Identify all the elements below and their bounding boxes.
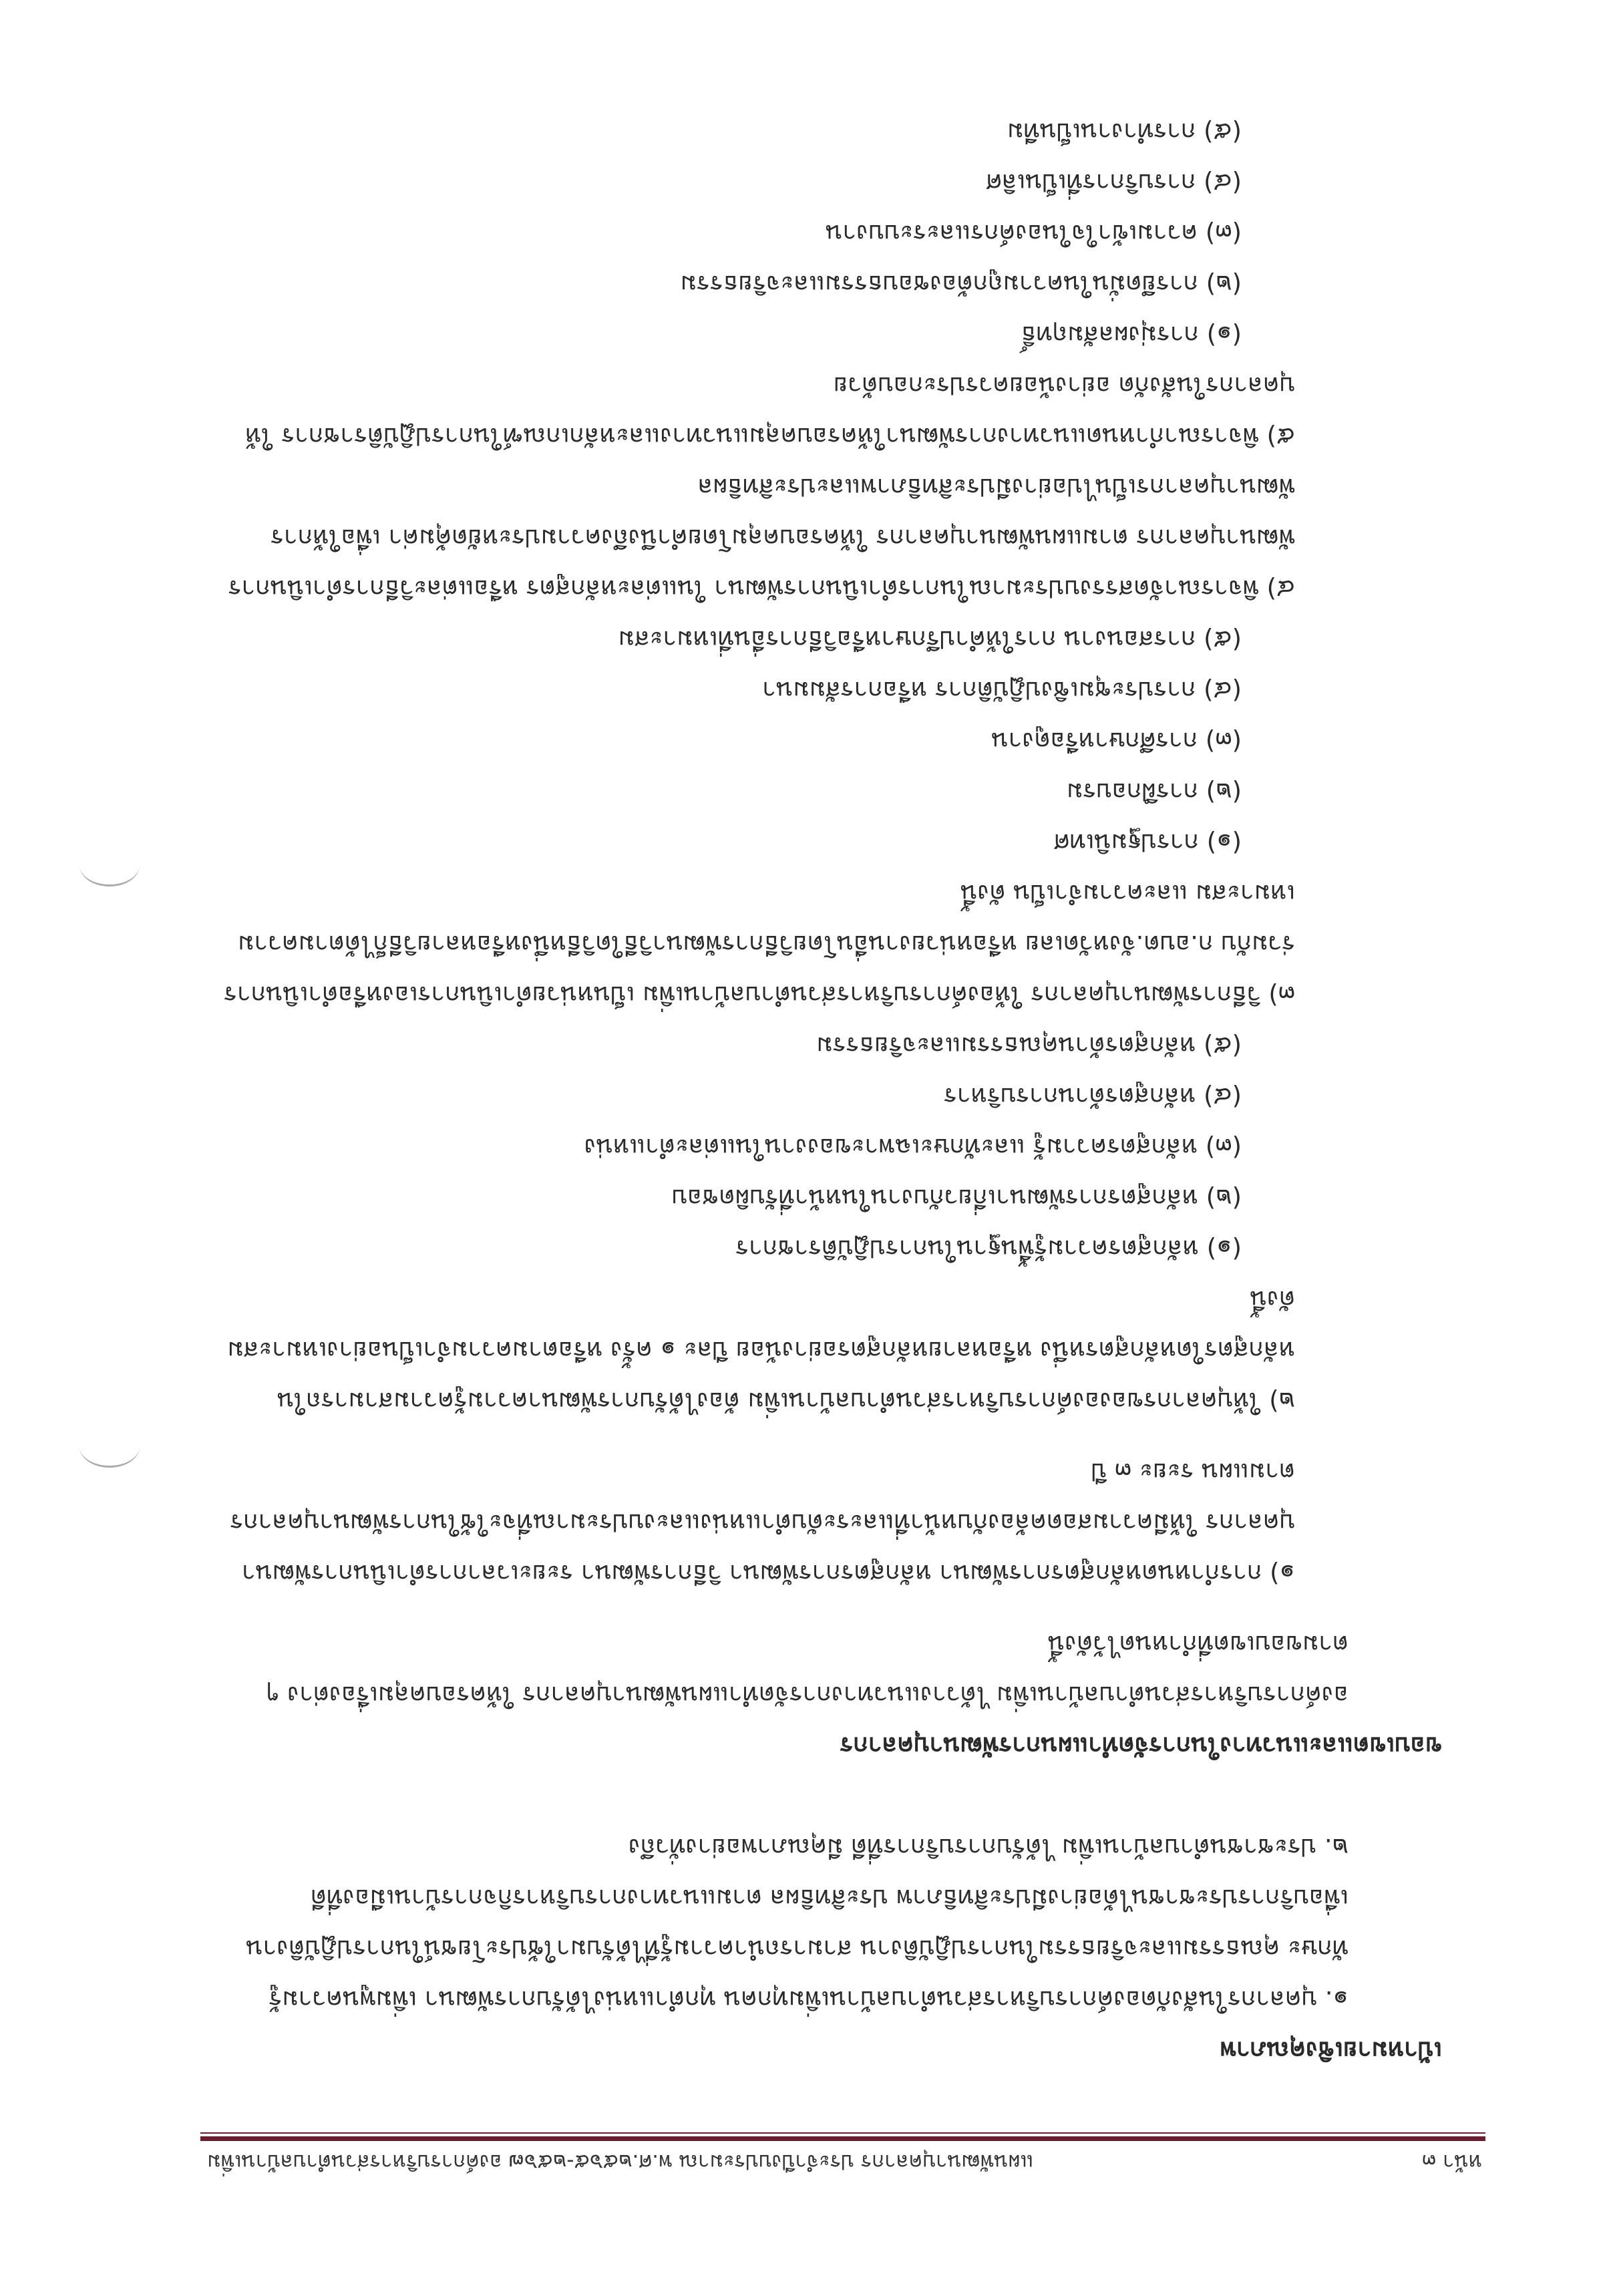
punch-hole-mark (79, 844, 140, 886)
list-item: (๒) การฝึกอบรม (1066, 778, 1242, 806)
list-item: (๓) หลักสูตรความรู้ และทักษะเฉพาะของงานในแต่ละตำแหน่ง (584, 1133, 1242, 1162)
list-item: (๑) หลักสูตรความรู้พื้นฐานในการปฏิบัติราชการ (735, 1235, 1242, 1263)
section-heading: ขอบเขตและแนวทางในการจัดทำแผนการพัฒนาบุคลากร (840, 1732, 1442, 1760)
list-item: (๕) การสอนงาน การให้คำปรึกษาหรือวิธีการอื่นที่เหมาะสม (618, 625, 1242, 654)
paragraph: ๓) วิธีการพัฒนาบุคลากร ให้องค์การบริหารส่วนตำบลบ้านเพิ่ม เป็นหน่วยดำเนินการเองหรือดำเนินการร่วมกับ ก.อบต.จังหวัดเลย หรือหน่วยงานอื่นโดยวิธีการพัฒนาวิธีใดวิธีหนึ่งหรือหลายวิธีก็ได้ตามความเหมาะสม และความจำเป็น ดังนี้ (224, 879, 1295, 1009)
paragraph: ๑. บุคลากรในสังกัดองค์การบริหารส่วนตำบลบ้านเพิ่มทุกคน ทุกตำแหน่งได้รับการพัฒนา เพิ่มพูนความรู้ ทักษะ คุณธรรมและจริยธรรมในการปฏิบัติงาน สามารถนำความรู้ที่ได้รับมาใช้ประโยชน์ในการปฏิบัติงานเพื่อบริการประชาชนได้อย่างมีประสิทธิภาพ ประสิทธิผล ตามแนวทางการบริหารกิจการบ้านเมืองที่ดี (246, 1884, 1349, 2014)
paragraph: ๑) การกำหนดหลักสูตรการพัฒนา หลักสูตรการพัฒนา วิธีการพัฒนา ระยะเวลาการดำเนินการพัฒนาบุคลากร ให้มีความสอดคล้องกับหน้าที่และระดับตำแหน่งและงบประมาณที่จะใช้ในการพัฒนาบุคลากรตามแผน ระยะ ๓ ปี (230, 1458, 1295, 1588)
list-item: (๔) หลักสูตรด้านการบริหาร (943, 1082, 1242, 1111)
header-rule-thin (200, 2132, 1485, 2134)
paragraph: องค์การบริหารส่วนตำบลบ้านเพิ่ม ได้วางแนวทางการจัดทำแผนพัฒนาบุคลากร ให้ครอบคลุมเรื่องต่าง ๆ ตามขอบเขตที่กำหนดไว้ดังนี้ (266, 1630, 1349, 1709)
list-item: (๒) หลักสูตรการพัฒนาเกี่ยวกับงานในหน้าที่รับผิดชอบ (671, 1184, 1242, 1212)
paragraph: ๔) พิจารณาจัดสรรงบประมาณในการดำเนินการพัฒนา ในแต่ละหลักสูตร หรือแต่ละวิธีการดำเนินการพัฒนาบุคลากร ตามแผนพัฒนาบุคลากร ให้ครอบคลุมโดยคำนึงถึงความประหยัดคุ้มค่า เพื่อให้การพัฒนาบุคลากรเป็นไปอย่างมีประสิทธิภาพและประสิทธิผล (228, 473, 1295, 603)
list-item: (๑) การมุ่งผลสัมฤทธิ์ (1021, 321, 1242, 349)
paragraph: ๕) พิจารณากำหนดแนวทางการพัฒนาให้ครอบคลุมแนวทางและหลักเกณฑ์ในการปฏิบัติราชการ ให้บุคลากรในสังกัด อย่างน้อยควรประกอบด้วย (245, 371, 1295, 451)
list-item: (๕) หลักสูตรด้านคุณธรรมและจริยธรรม (816, 1031, 1242, 1060)
list-item: (๒) การยึดมั่นในความถูกต้องชอบธรรมและจริยธรรม (680, 270, 1242, 299)
list-item: (๑) การปฐมนิเทศ (1053, 828, 1242, 857)
document-body (220, 106, 1442, 2076)
section-heading: เป้าหมายเชิงคุณภาพ (1220, 2036, 1442, 2065)
header-title: แผนพัฒนาบุคลากร ประจำปีงบประมาณ พ.ศ.๒๕๖๕-๒๕๖๗ องค์การบริหารส่วนตำบลบ้านเพิ่ม (207, 2150, 1034, 2174)
list-item: (๔) การประชุมเชิงปฏิบัติการ หรือการสัมมนา (762, 676, 1242, 705)
list-item: (๕) การทำงานเป็นทีม (1007, 118, 1242, 146)
header-rule (200, 2136, 1485, 2141)
page-number: หน้า ๓ (1421, 2150, 1482, 2174)
list-item: (๓) การศึกษาหรือดูงาน (991, 727, 1242, 756)
list-item: (๔) การบริการที่เป็นเลิศ (986, 168, 1242, 197)
punch-hole-mark (79, 1426, 140, 1468)
list-item: (๓) ความเข้าใจในองค์กรและระบบงาน (825, 219, 1242, 248)
paragraph: ๒) ให้บุคลากรขององค์การบริหารส่วนตำบลบ้านเพิ่ม ต้องได้รับการพัฒนาความรู้ความสามารถในหลักสูตรใดหลักสูตรหนึ่ง หรือหลายหลักสูตรอย่างน้อย ปีละ ๑ ครั้ง หรือตามความจำเป็นอย่างเหมาะสม ดังนี้ (227, 1285, 1295, 1416)
paragraph: ๒. ประชาชนตำบลบ้านเพิ่ม ได้รับการบริการที่ดี มีคุณภาพอย่างทั่วถึง (628, 1833, 1349, 1862)
page-header (207, 2146, 1482, 2179)
